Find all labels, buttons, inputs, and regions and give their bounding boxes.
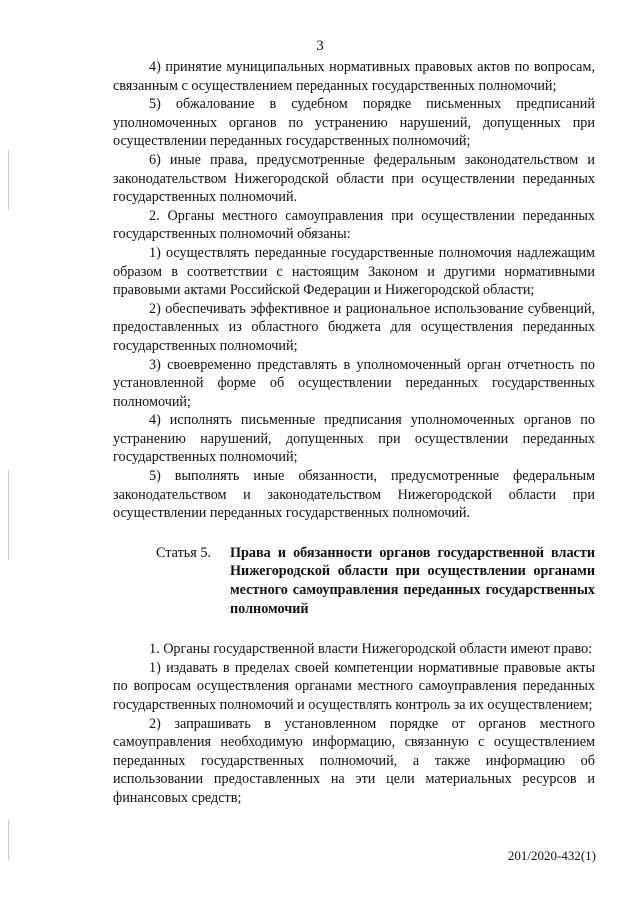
paragraph: 5) обжалование в судебном порядке письменных предписаний уполномоченных органов по устранению нарушений, допущенных при осуществлении переданных государственных полномочий; <box>113 96 595 150</box>
paragraph: 2) запрашивать в установленном порядке от органов местного самоуправления необходимую информацию, связанную с осуществлением переданных государственных полномочий, а также информацию об использовании предоставленных на эти цели материальных ресурсов и финансовых средств; <box>113 715 595 806</box>
paragraph: 3) своевременно представлять в уполномоченный орган отчетность по установленной форме об осуществлении переданных государственных полномочий; <box>113 356 595 410</box>
document-body <box>113 58 595 808</box>
scan-margin-mark <box>8 470 9 560</box>
scan-margin-mark <box>8 150 9 210</box>
page-number: 3 <box>316 38 324 54</box>
scan-margin-mark <box>8 820 9 860</box>
paragraph: 4) принятие муниципальных нормативных правовых актов по вопросам, связанным с осуществлением переданных государственных полномочий; <box>113 59 595 94</box>
document-code: 201/2020-432(1) <box>507 848 596 863</box>
article-title: Права и обязанности органов государственной власти Нижегородской области при осуществлении органами местного самоуправления переданных государственных полномочий <box>230 544 595 617</box>
paragraph: 6) иные права, предусмотренные федеральным законодательством и законодательством Нижегородской области при осуществлении переданных государственных полномочий. <box>113 151 595 206</box>
paragraph: 2) обеспечивать эффективное и рациональное использование субвенций, предоставленных из областного бюджета для осуществления переданных государственных полномочий; <box>113 300 595 354</box>
paragraph: 1) осуществлять переданные государственные полномочия надлежащим образом в соответствии с настоящим Законом и другими нормативными правовыми актами Российской Федерации и Нижегородской области; <box>113 244 595 299</box>
paragraph: 1. Органы государственной власти Нижегородской области имеют право: <box>149 641 593 658</box>
paragraph: 5) выполнять иные обязанности, предусмотренные федеральным законодательством и законодательством Нижегородской области при осуществлении переданных государственных полномочий. <box>113 468 595 522</box>
article-label: Статья 5. <box>156 544 211 561</box>
paragraph: 1) издавать в пределах своей компетенции нормативные правовые акты по вопросам осуществления органами местного самоуправления переданных государственных полномочий и осуществлять контроль за их осуществлением; <box>113 659 595 713</box>
article-heading <box>113 544 595 618</box>
paragraph: 4) исполнять письменные предписания уполномоченных органов по устранению нарушений, допущенных при осуществлении переданных государственных полномочий; <box>113 412 595 466</box>
paragraph: 2. Органы местного самоуправления при осуществлении переданных государственных полномочий обязаны: <box>113 207 595 243</box>
